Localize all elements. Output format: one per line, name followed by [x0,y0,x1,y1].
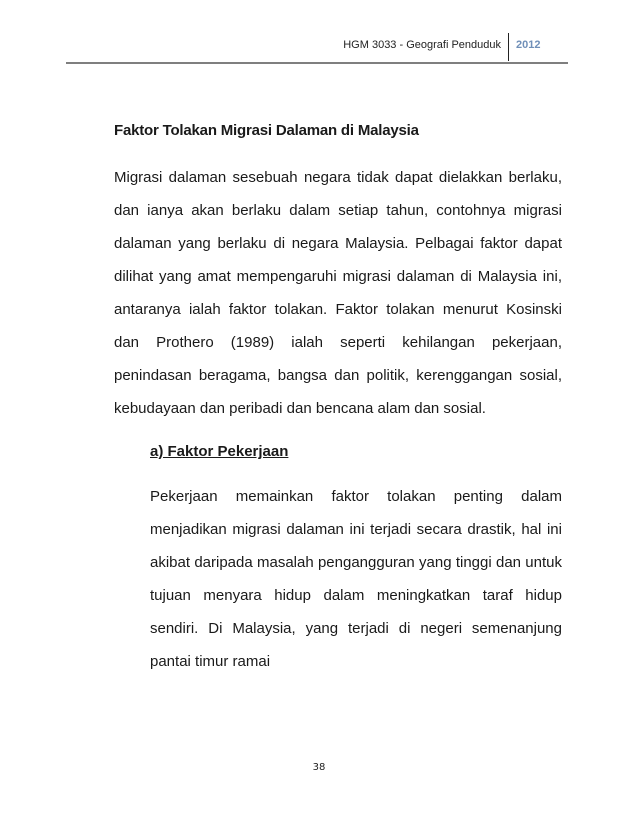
header-year: 2012 [516,39,541,51]
page-header [0,33,638,63]
document-body [114,122,562,678]
subsection [150,443,562,678]
section-paragraph: Migrasi dalaman sesebuah negara tidak dapat dielakkan berlaku, dan ianya akan berlaku dalam setiap tahun, contohnya migrasi dalaman yang berlaku di negara Malaysia. Pelbagai faktor dapat dilihat yang amat mempengaruhi migrasi dalaman di Malaysia ini, antaranya ialah faktor tolakan. Faktor tolakan menurut Kosinski dan Prothero (1989) ialah seperti kehilangan pekerjaan, penindasan beragama, bangsa dan politik, kerenggangan sosial, kebudayaan dan peribadi dan bencana alam dan sosial. [114,169,562,417]
header-rule [66,62,568,64]
subsection-paragraph: Pekerjaan memainkan faktor tolakan penting dalam menjadikan migrasi dalaman ini terjadi secara drastik, hal ini akibat daripada masalah pengangguran yang tinggi dan untuk tujuan menyara hidup dalam meningkatkan taraf hidup sendiri. Di Malaysia, yang terjadi di negeri semenanjung pantai timur ramai [150,488,562,670]
header-title: HGM 3033 - Geografi Penduduk [343,39,501,51]
subsection-heading: a) Faktor Pekerjaan [150,443,289,460]
page-number: 38 [312,762,326,773]
header-divider [508,33,509,61]
section-heading: Faktor Tolakan Migrasi Dalaman di Malaysia [114,122,419,139]
